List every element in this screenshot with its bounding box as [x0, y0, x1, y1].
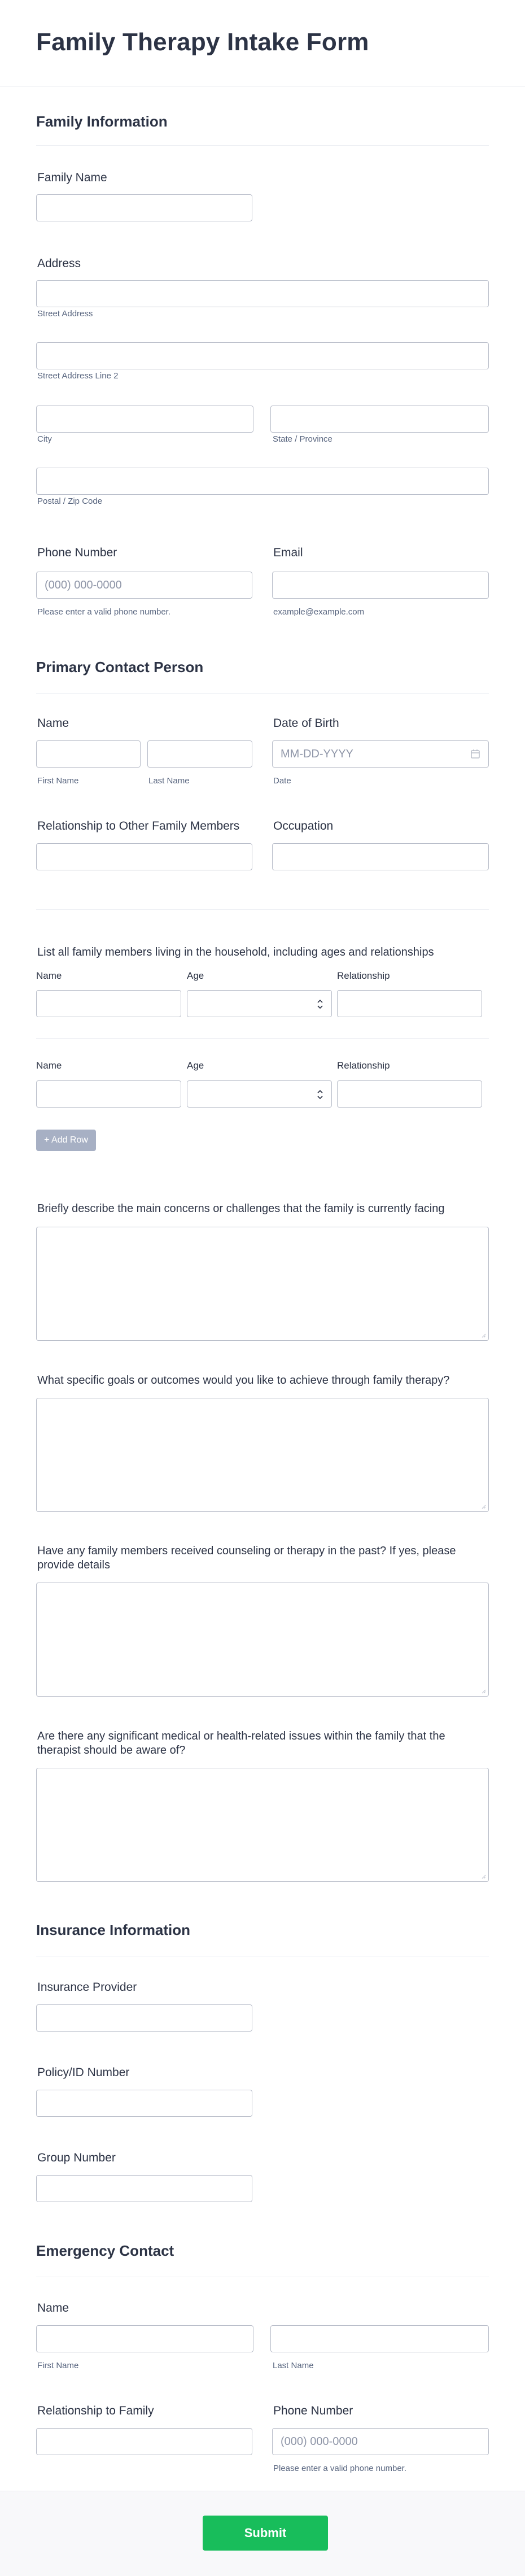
medical-label: Are there any significant medical or health-related issues within the family that the therapist should be aware of?	[37, 1730, 445, 1756]
concerns-textarea[interactable]	[36, 1227, 489, 1341]
section-insurance-information	[36, 1921, 489, 1956]
group-number-input[interactable]	[36, 2175, 252, 2202]
col-header-age: Age	[187, 1060, 204, 1071]
household-row2-name-input[interactable]	[36, 1080, 181, 1108]
street-address-input[interactable]	[36, 280, 489, 307]
section-title: Family Information	[36, 113, 489, 146]
phone-label: Phone Number	[37, 546, 117, 559]
select-arrows-icon	[317, 997, 323, 1011]
dob-placeholder: MM-DD-YYYY	[281, 748, 353, 760]
medical-textarea[interactable]	[36, 1768, 489, 1882]
phone-input[interactable]: (000) 000-0000	[36, 572, 252, 599]
postal-code-input[interactable]	[36, 468, 489, 495]
city-input[interactable]	[36, 406, 253, 433]
dob-sublabel: Date	[273, 776, 291, 786]
address-label: Address	[37, 257, 81, 270]
emergency-name-label: Name	[37, 2302, 69, 2315]
city-sublabel: City	[37, 434, 52, 444]
resize-grip-icon[interactable]	[480, 1332, 486, 1338]
goals-textarea[interactable]	[36, 1398, 489, 1512]
section-emergency-contact	[36, 2242, 489, 2277]
col-header-age: Age	[187, 970, 204, 981]
goals-label: What specific goals or outcomes would you like to achieve through family therapy?	[37, 1374, 450, 1387]
submit-button[interactable]: Submit	[203, 2516, 328, 2551]
phone-sublabel: Please enter a valid phone number.	[37, 607, 170, 617]
emergency-phone-input[interactable]: (000) 000-0000	[272, 2428, 489, 2455]
select-arrows-icon	[317, 1088, 323, 1101]
emergency-relationship-input[interactable]	[36, 2428, 252, 2455]
calendar-icon[interactable]	[470, 749, 480, 759]
contact-last-name-input[interactable]	[147, 740, 252, 768]
col-header-relationship: Relationship	[337, 1060, 390, 1071]
col-header-relationship: Relationship	[337, 970, 390, 981]
household-label: List all family members living in the household, including ages and relationships	[37, 946, 434, 958]
contact-first-name-input[interactable]	[36, 740, 141, 768]
relationship-label: Relationship to Other Family Members	[37, 820, 240, 832]
group-number-label: Group Number	[37, 2151, 116, 2164]
household-row1-age-select[interactable]	[187, 990, 332, 1017]
insurance-provider-input[interactable]	[36, 2004, 252, 2032]
occupation-label: Occupation	[273, 820, 334, 832]
household-row2-relationship-input[interactable]	[337, 1080, 482, 1108]
email-sublabel: example@example.com	[273, 607, 365, 617]
contact-first-name-sublabel: First Name	[37, 776, 79, 786]
contact-last-name-sublabel: Last Name	[148, 776, 190, 786]
form-title: Family Therapy Intake Form	[36, 28, 369, 56]
insurance-provider-label: Insurance Provider	[37, 1981, 137, 1994]
emergency-phone-label: Phone Number	[273, 2404, 353, 2417]
email-input[interactable]	[272, 572, 489, 599]
emergency-relationship-label: Relationship to Family	[37, 2404, 154, 2417]
add-row-button[interactable]: + Add Row	[36, 1130, 96, 1151]
dob-label: Date of Birth	[273, 717, 339, 730]
form-header	[0, 0, 525, 86]
state-input[interactable]	[270, 406, 489, 433]
policy-id-label: Policy/ID Number	[37, 2066, 130, 2079]
emergency-last-name-sublabel: Last Name	[273, 2361, 314, 2370]
emergency-phone-sublabel: Please enter a valid phone number.	[273, 2464, 406, 2473]
dob-input[interactable]	[272, 740, 489, 768]
form-footer	[0, 2491, 525, 2576]
resize-grip-icon[interactable]	[480, 1688, 486, 1694]
col-header-name: Name	[36, 1060, 62, 1071]
email-label: Email	[273, 546, 303, 559]
col-header-name: Name	[36, 970, 62, 981]
resize-grip-icon[interactable]	[480, 1503, 486, 1509]
street-address-sublabel: Street Address	[37, 309, 93, 319]
family-name-label: Family Name	[37, 171, 107, 184]
counseling-label: Have any family members received counseling or therapy in the past? If yes, please provide details	[37, 1545, 456, 1571]
emergency-first-name-sublabel: First Name	[37, 2361, 79, 2370]
emergency-first-name-input[interactable]	[36, 2325, 253, 2352]
street-address-line2-input[interactable]	[36, 342, 489, 369]
household-row2-age-select[interactable]	[187, 1080, 332, 1108]
household-row1-name-input[interactable]	[36, 990, 181, 1017]
section-title: Emergency Contact	[36, 2242, 489, 2277]
emergency-last-name-input[interactable]	[270, 2325, 489, 2352]
policy-id-input[interactable]	[36, 2090, 252, 2117]
relationship-input[interactable]	[36, 843, 252, 870]
resize-grip-icon[interactable]	[480, 1873, 486, 1879]
household-row1-relationship-input[interactable]	[337, 990, 482, 1017]
concerns-label: Briefly describe the main concerns or challenges that the family is currently facing	[37, 1202, 445, 1215]
occupation-input[interactable]	[272, 843, 489, 870]
section-family-information	[36, 113, 489, 146]
contact-name-label: Name	[37, 717, 69, 730]
section-title: Insurance Information	[36, 1921, 489, 1956]
counseling-textarea[interactable]	[36, 1583, 489, 1697]
street-address-line2-sublabel: Street Address Line 2	[37, 371, 119, 381]
section-primary-contact	[36, 659, 489, 694]
divider	[36, 909, 489, 910]
section-title: Primary Contact Person	[36, 659, 489, 694]
postal-code-sublabel: Postal / Zip Code	[37, 496, 103, 506]
state-sublabel: State / Province	[273, 434, 333, 444]
divider	[36, 1038, 489, 1039]
family-name-input[interactable]	[36, 194, 252, 221]
